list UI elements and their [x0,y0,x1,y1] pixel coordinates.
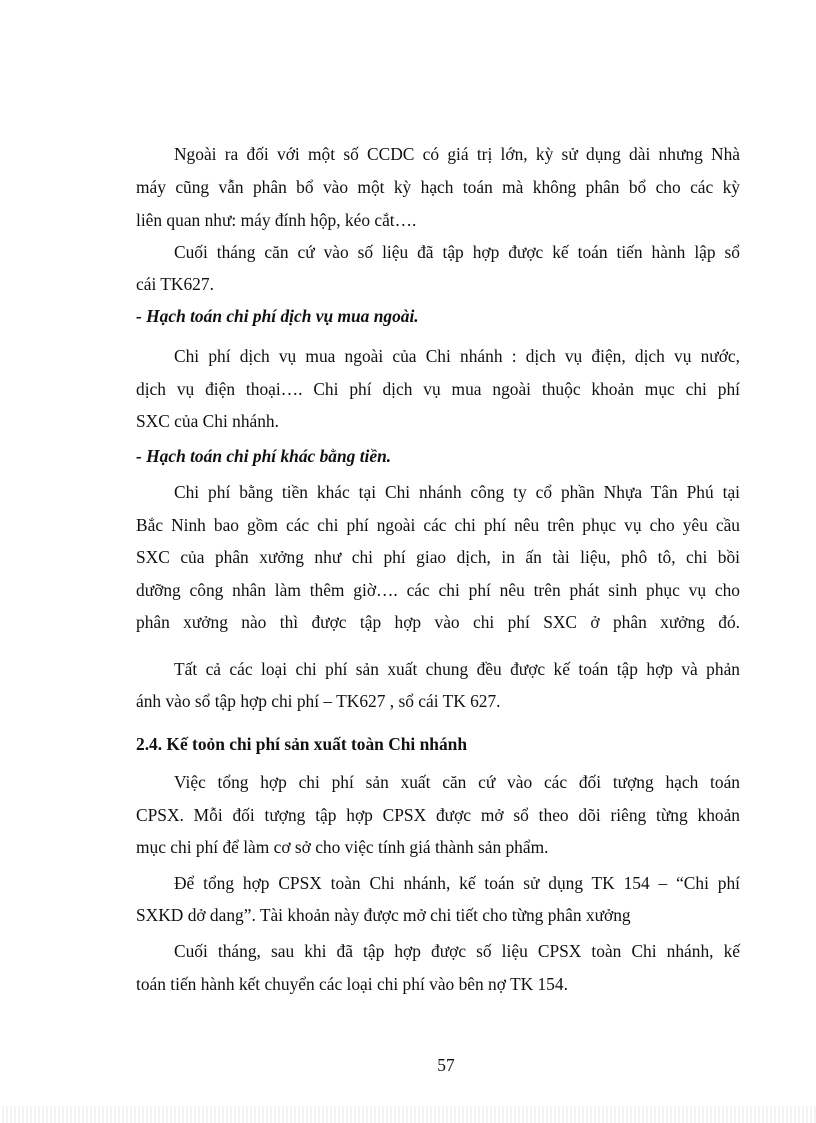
paragraph-line: Tất cả các loại chi phí sản xuất chung đều được kế toán tập hợp và phản [174,659,740,679]
paragraph-line: mục chi phí để làm cơ sở cho việc tính giá thành sản phẩm. [136,837,549,857]
paragraph-line: Cuối tháng, sau khi đã tập hợp được số liệu CPSX toàn Chi nhánh, kế [174,941,740,961]
paragraph-line: SXC của Chi nhánh. [136,411,279,431]
paragraph-line: ánh vào sổ tập hợp chi phí – TK627 , sổ cái TK 627. [136,691,501,711]
paragraph-line: cái TK627. [136,274,214,294]
paragraph-line: toán tiến hành kết chuyển các loại chi phí vào bên nợ TK 154. [136,974,568,994]
section-heading: - Hạch toán chi phí khác bằng tiền. [136,446,392,466]
paragraph-line: Ngoài ra đối với một số CCDC có giá trị lớn, kỳ sử dụng dài nhưng Nhà [174,144,740,164]
paragraph-line: CPSX. Mỗi đối tượng tập hợp CPSX được mở sổ theo dõi riêng từng khoản [136,805,740,825]
paragraph-line: SXKD dở dang”. Tài khoản này được mở chi tiết cho từng phân xưởng [136,905,631,925]
paragraph-line: dưỡng công nhân làm thêm giờ…. các chi phí nêu trên phát sinh phục vụ cho [136,580,740,600]
paragraph-line: liên quan như: máy đính hộp, kéo cắt…. [136,210,417,230]
section-heading: - Hạch toán chi phí dịch vụ mua ngoài. [136,306,419,326]
paragraph-line: phân xưởng nào thì được tập hợp vào chi phí SXC ở phân xưởng đó. [136,612,740,632]
paragraph-line: Việc tổng hợp chi phí sản xuất căn cứ vào các đối tượng hạch toán [174,772,740,792]
paragraph-line: Cuối tháng căn cứ vào số liệu đã tập hợp được kế toán tiến hành lập sổ [174,242,740,262]
section-heading: 2.4. Kế toỏn chi phí sản xuất toàn Chi nhánh [136,734,467,754]
paragraph-line: Chi phí dịch vụ mua ngoài của Chi nhánh : dịch vụ điện, dịch vụ nước, [174,346,740,366]
scan-edge [0,1106,816,1123]
paragraph-line: Để tổng hợp CPSX toàn Chi nhánh, kế toán sử dụng TK 154 – “Chi phí [174,873,740,893]
page-number-text: 57 [437,1055,455,1075]
page-number [0,1054,816,1076]
paragraph-line: Bắc Ninh bao gồm các chi phí ngoài các chi phí nêu trên phục vụ cho yêu cầu [136,515,740,535]
paragraph-line: Chi phí bằng tiền khác tại Chi nhánh công ty cổ phần Nhựa Tân Phú tại [174,482,740,502]
paragraph-line: máy cũng vẫn phân bổ vào một kỳ hạch toán mà không phân bổ cho các kỳ [136,177,740,197]
paragraph-line: SXC của phân xưởng như chi phí giao dịch, in ấn tài liệu, phô tô, chi bồi [136,547,740,567]
paragraph-line: dịch vụ điện thoại…. Chi phí dịch vụ mua ngoài thuộc khoản mục chi phí [136,379,740,399]
